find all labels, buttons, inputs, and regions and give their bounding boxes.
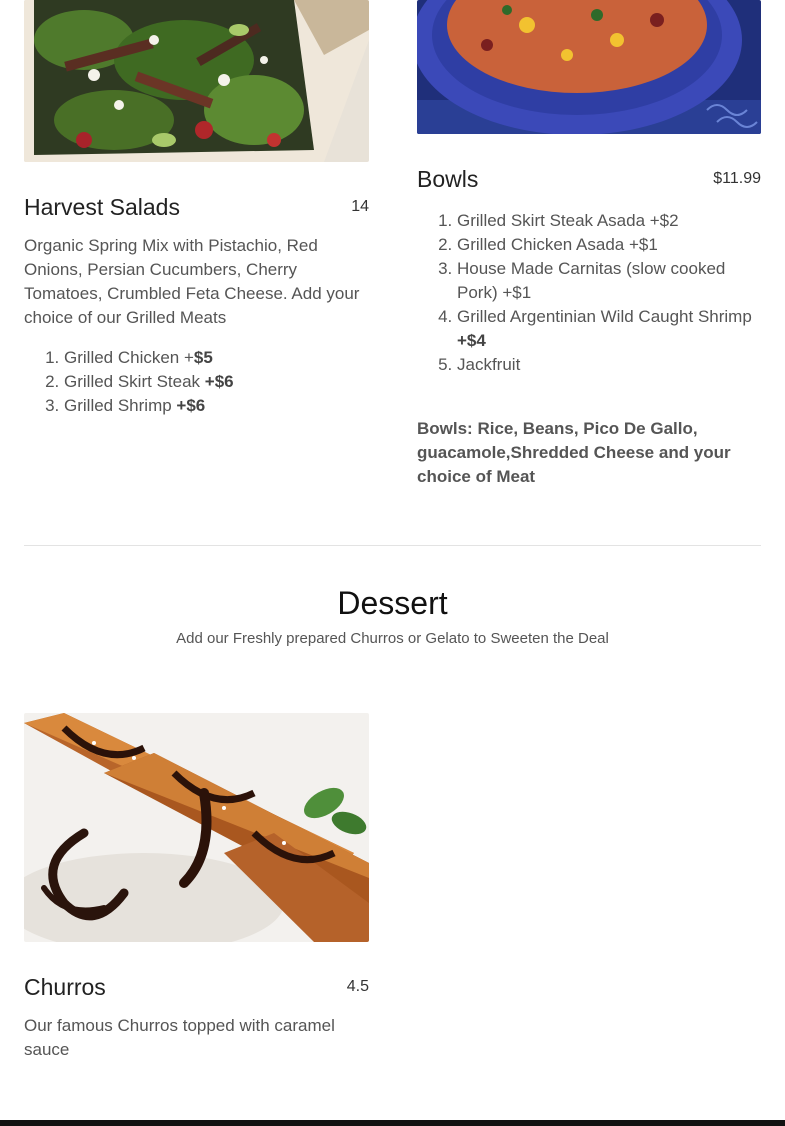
list-item: 3. Grilled Shrimp +$6: [64, 394, 369, 418]
dessert-subtitle: Add our Freshly prepared Churros or Gelato to Sweeten the Deal: [176, 630, 609, 647]
dessert-heading: Dessert: [337, 585, 448, 621]
salads-price: 14: [351, 198, 369, 215]
salads-options: [24, 346, 369, 418]
bowls-options: [417, 209, 761, 377]
salads-title: Harvest Salads: [24, 194, 180, 220]
churros-description: Our famous Churros topped with caramel sauce: [24, 1016, 335, 1059]
salad-photo: [24, 0, 369, 162]
churros-title: Churros: [24, 974, 106, 1000]
bowls-price: $11.99: [713, 170, 761, 187]
bowls-note: Bowls: Rice, Beans, Pico De Gallo, guacamole,Shredded Cheese and your choice of Meat: [417, 419, 731, 486]
section-divider: [24, 545, 761, 546]
bowl-photo: [417, 0, 761, 134]
churros-photo: [24, 713, 369, 942]
salads-description: Organic Spring Mix with Pistachio, Red Onions, Persian Cucumbers, Cherry Tomatoes, Crumbled Feta Cheese. Add your choice of our Grilled Meats: [24, 236, 360, 327]
list-item: 1. Grilled Chicken +$5: [64, 346, 369, 370]
list-item: 2. Grilled Skirt Steak +$6: [64, 370, 369, 394]
churros-price: 4.5: [346, 978, 369, 995]
list-item: 2. Grilled Chicken Asada +$1: [457, 233, 761, 257]
footer-bar: [0, 1120, 785, 1126]
list-item: 4. Grilled Argentinian Wild Caught Shrimp +$4: [457, 305, 761, 353]
bowls-title: Bowls: [417, 166, 479, 192]
list-item: 5. Jackfruit: [457, 353, 761, 377]
list-item: 1. Grilled Skirt Steak Asada +$2: [457, 209, 761, 233]
list-item: 3. House Made Carnitas (slow cooked Pork) +$1: [457, 257, 761, 305]
